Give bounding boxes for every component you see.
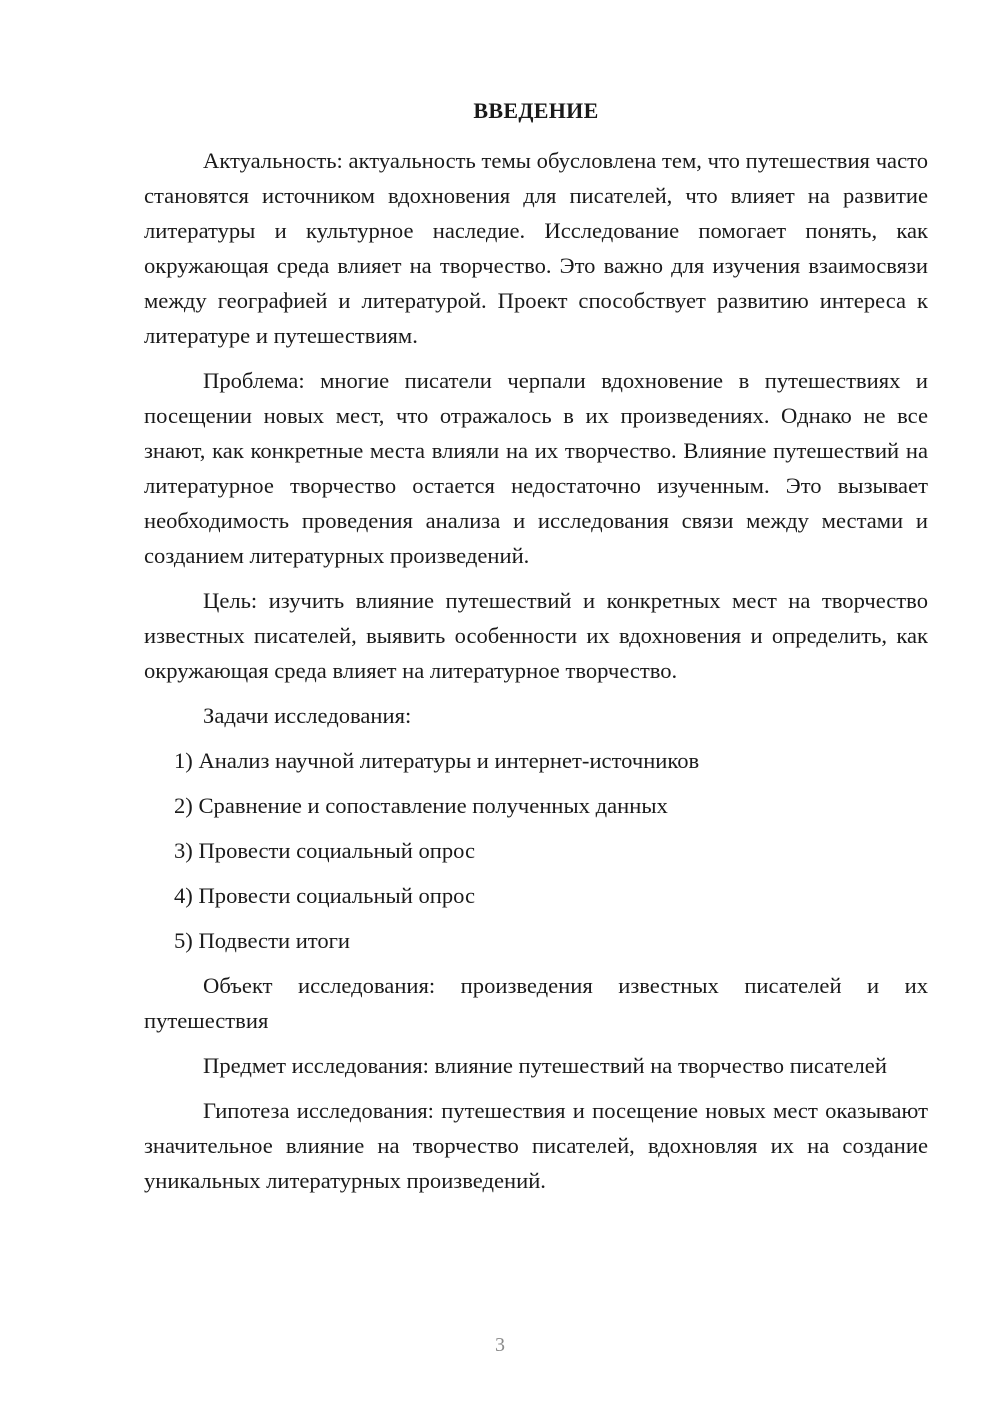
list-item: 5) Подвести итоги [174, 928, 351, 953]
document-body [144, 143, 928, 1208]
paragraph-goal: Цель: изучить влияние путешествий и конкретных мест на творчество известных писателей, выявить особенности их вдохновения и определить, как окружающая среда влияет на литературное творчество. [144, 588, 928, 683]
list-item: 2) Сравнение и сопоставление полученных данных [174, 793, 668, 818]
tasks-list [144, 743, 928, 958]
list-item: 4) Провести социальный опрос [174, 883, 476, 908]
tasks-heading: Задачи исследования: [203, 703, 412, 728]
paragraph-relevance: Актуальность: актуальность темы обусловлена тем, что путешествия часто становятся источником вдохновения для писателей, что влияет на развитие литературы и культурное наследие. Исследование помогает понять, как окружающая среда влияет на творчество. Это важно для изучения взаимосвязи между географией и литературой. Проект способствует развитию интереса к литературе и путешествиям. [144, 148, 928, 348]
paragraph-subject: Предмет исследования: влияние путешествий на творчество писателей [203, 1053, 887, 1078]
paragraph-hypothesis: Гипотеза исследования: путешествия и посещение новых мест оказывают значительное влияние на творчество писателей, вдохновляя их на создание уникальных литературных произведений. [144, 1098, 928, 1193]
page-number: 3 [495, 1334, 505, 1356]
paragraph-object: Объект исследования: произведения известных писателей и их путешествия [144, 973, 928, 1033]
list-item: 1) Анализ научной литературы и интернет-источников [174, 748, 700, 773]
page-title: ВВЕДЕНИЕ [473, 98, 599, 123]
paragraph-problem: Проблема: многие писатели черпали вдохновение в путешествиях и посещении новых мест, что отражалось в их произведениях. Однако не все знают, как конкретные места влияли на их творчество. Влияние путешествий на литературное творчество остается недостаточно изученным. Это вызывает необходимость проведения анализа и исследования связи между местами и созданием литературных произведений. [144, 368, 928, 568]
list-item: 3) Провести социальный опрос [174, 838, 476, 863]
